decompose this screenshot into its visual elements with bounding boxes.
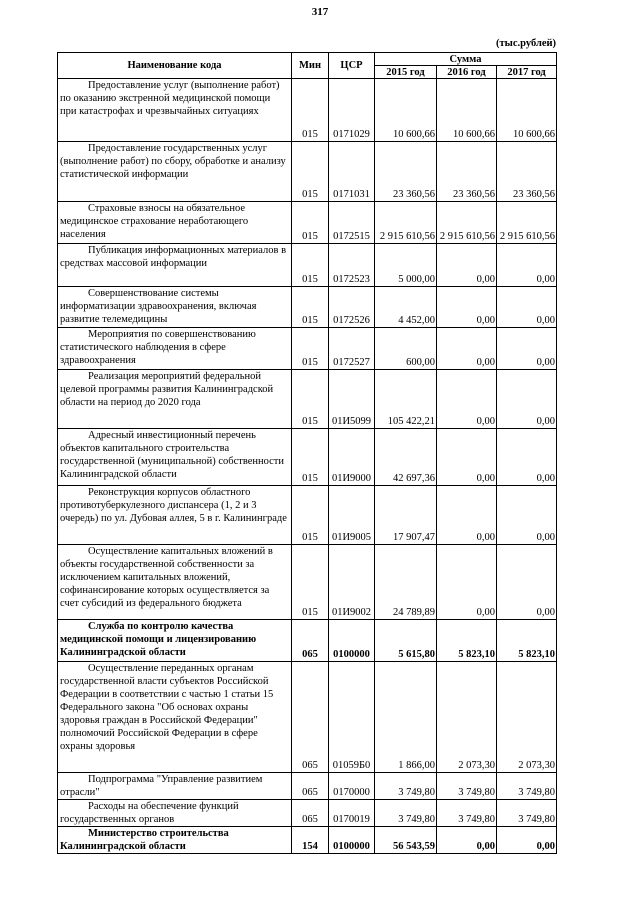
table-header xyxy=(58,53,557,79)
header-2017: 2017 год xyxy=(497,66,557,79)
row-min: 015 xyxy=(292,429,329,486)
table-row xyxy=(58,370,557,429)
header-name: Наименование кода xyxy=(58,53,292,79)
table-row xyxy=(58,662,557,773)
row-name: Подпрограмма "Управление развитием отрасли" xyxy=(58,773,292,800)
row-csr: 0172526 xyxy=(329,287,375,328)
row-name: Мероприятия по совершенствованию статистического наблюдения в сфере здравоохранения xyxy=(58,328,292,370)
row-name: Предоставление услуг (выполнение работ) по оказанию экстренной медицинской помощи при катастрофах и чрезвычайных ситуациях xyxy=(58,79,292,142)
row-name: Служба по контролю качества медицинской помощи и лицензированию Калининградской области xyxy=(58,620,292,662)
row-value-2016: 0,00 xyxy=(437,827,497,854)
row-min: 015 xyxy=(292,244,329,287)
row-min: 065 xyxy=(292,662,329,773)
row-value-2017: 0,00 xyxy=(497,545,557,620)
table-row xyxy=(58,800,557,827)
row-name: Адресный инвестиционный перечень объектов капитального строительства государственной (муниципальной) собственности Калининградской области xyxy=(58,429,292,486)
row-value-2015: 3 749,80 xyxy=(375,800,437,827)
row-value-2016: 5 823,10 xyxy=(437,620,497,662)
row-name: Осуществление капитальных вложений в объекты государственной собственности за исключением капитальных вложений, софинансирование которых осуществляется за счет субсидий из федерального бюджета xyxy=(58,545,292,620)
row-value-2017: 23 360,56 xyxy=(497,142,557,202)
row-value-2015: 105 422,21 xyxy=(375,370,437,429)
table-row xyxy=(58,202,557,244)
row-name: Реконструкция корпусов областного противотуберкулезного диспансера (1, 2 и 3 очередь) по ул. Дубовая аллея, 5 в г. Калининграде xyxy=(58,486,292,545)
units-label: (тыс.рублей) xyxy=(496,38,557,49)
row-min: 015 xyxy=(292,545,329,620)
row-value-2016: 10 600,66 xyxy=(437,79,497,142)
row-value-2015: 1 866,00 xyxy=(375,662,437,773)
row-value-2015: 42 697,36 xyxy=(375,429,437,486)
row-csr: 01И9000 xyxy=(329,429,375,486)
row-value-2015: 5 615,80 xyxy=(375,620,437,662)
row-value-2015: 600,00 xyxy=(375,328,437,370)
row-value-2016: 2 915 610,56 xyxy=(437,202,497,244)
table-row xyxy=(58,486,557,545)
row-value-2017: 0,00 xyxy=(497,244,557,287)
row-value-2017: 0,00 xyxy=(497,429,557,486)
row-value-2016: 0,00 xyxy=(437,328,497,370)
row-name: Предоставление государственных услуг (выполнение работ) по сбору, обработке и анализу статистической информации xyxy=(58,142,292,202)
row-min: 015 xyxy=(292,370,329,429)
header-2015: 2015 год xyxy=(375,66,437,79)
row-value-2016: 0,00 xyxy=(437,244,497,287)
row-value-2017: 0,00 xyxy=(497,827,557,854)
row-csr: 01И9005 xyxy=(329,486,375,545)
row-value-2017: 0,00 xyxy=(497,370,557,429)
row-value-2015: 17 907,47 xyxy=(375,486,437,545)
row-value-2017: 0,00 xyxy=(497,328,557,370)
row-csr: 01И5099 xyxy=(329,370,375,429)
row-csr: 0172515 xyxy=(329,202,375,244)
table-row xyxy=(58,827,557,854)
row-min: 015 xyxy=(292,79,329,142)
page-number: 317 xyxy=(311,6,329,18)
table-row xyxy=(58,620,557,662)
row-value-2017: 3 749,80 xyxy=(497,800,557,827)
row-name: Страховые взносы на обязательное медицинское страхование неработающего населения xyxy=(58,202,292,244)
row-value-2017: 3 749,80 xyxy=(497,773,557,800)
table-row xyxy=(58,287,557,328)
row-name: Совершенствование системы информатизации здравоохранения, включая развитие телемедицины xyxy=(58,287,292,328)
table-row xyxy=(58,429,557,486)
row-value-2015: 3 749,80 xyxy=(375,773,437,800)
row-csr: 0100000 xyxy=(329,827,375,854)
row-value-2017: 10 600,66 xyxy=(497,79,557,142)
row-value-2015: 56 543,59 xyxy=(375,827,437,854)
row-name: Публикация информационных материалов в средствах массовой информации xyxy=(58,244,292,287)
row-min: 065 xyxy=(292,773,329,800)
row-name: Осуществление переданных органам государственной власти субъектов Российской Федерации в соответствии с частью 1 статьи 15 Федерального закона "Об основах охраны здоровья граждан в Российской Федерации" полномочий Российской Федерации в сфере охраны здоровья xyxy=(58,662,292,773)
row-csr: 0170019 xyxy=(329,800,375,827)
row-csr: 0172527 xyxy=(329,328,375,370)
header-min: Мин xyxy=(292,53,329,79)
row-value-2016: 0,00 xyxy=(437,429,497,486)
table-body xyxy=(58,79,557,854)
row-value-2015: 24 789,89 xyxy=(375,545,437,620)
row-csr: 0100000 xyxy=(329,620,375,662)
table-row xyxy=(58,545,557,620)
row-csr: 0171031 xyxy=(329,142,375,202)
row-name: Министерство строительства Калининградской области xyxy=(58,827,292,854)
table-row xyxy=(58,79,557,142)
row-min: 015 xyxy=(292,202,329,244)
row-value-2016: 0,00 xyxy=(437,287,497,328)
table-row xyxy=(58,142,557,202)
row-value-2016: 3 749,80 xyxy=(437,800,497,827)
row-value-2017: 0,00 xyxy=(497,287,557,328)
row-min: 015 xyxy=(292,287,329,328)
row-csr: 0172523 xyxy=(329,244,375,287)
row-min: 065 xyxy=(292,800,329,827)
row-value-2017: 0,00 xyxy=(497,486,557,545)
header-2016: 2016 год xyxy=(437,66,497,79)
row-value-2017: 2 915 610,56 xyxy=(497,202,557,244)
header-csr: ЦСР xyxy=(329,53,375,79)
row-csr: 01059Б0 xyxy=(329,662,375,773)
row-value-2017: 2 073,30 xyxy=(497,662,557,773)
row-value-2016: 0,00 xyxy=(437,486,497,545)
row-min: 015 xyxy=(292,328,329,370)
row-value-2015: 5 000,00 xyxy=(375,244,437,287)
row-value-2016: 23 360,56 xyxy=(437,142,497,202)
row-value-2015: 4 452,00 xyxy=(375,287,437,328)
row-value-2015: 2 915 610,56 xyxy=(375,202,437,244)
row-value-2016: 3 749,80 xyxy=(437,773,497,800)
row-csr: 0171029 xyxy=(329,79,375,142)
row-min: 015 xyxy=(292,486,329,545)
row-csr: 0170000 xyxy=(329,773,375,800)
budget-table xyxy=(57,52,557,854)
row-value-2016: 2 073,30 xyxy=(437,662,497,773)
row-min: 065 xyxy=(292,620,329,662)
row-csr: 01И9002 xyxy=(329,545,375,620)
row-name: Расходы на обеспечение функций государственных органов xyxy=(58,800,292,827)
row-value-2015: 10 600,66 xyxy=(375,79,437,142)
row-value-2015: 23 360,56 xyxy=(375,142,437,202)
row-value-2016: 0,00 xyxy=(437,545,497,620)
header-sum: Сумма xyxy=(375,53,557,66)
table-row xyxy=(58,328,557,370)
row-min: 154 xyxy=(292,827,329,854)
row-name: Реализация мероприятий федеральной целевой программы развития Калининградской области на период до 2020 года xyxy=(58,370,292,429)
table-row xyxy=(58,244,557,287)
row-min: 015 xyxy=(292,142,329,202)
table-row xyxy=(58,773,557,800)
row-value-2016: 0,00 xyxy=(437,370,497,429)
row-value-2017: 5 823,10 xyxy=(497,620,557,662)
